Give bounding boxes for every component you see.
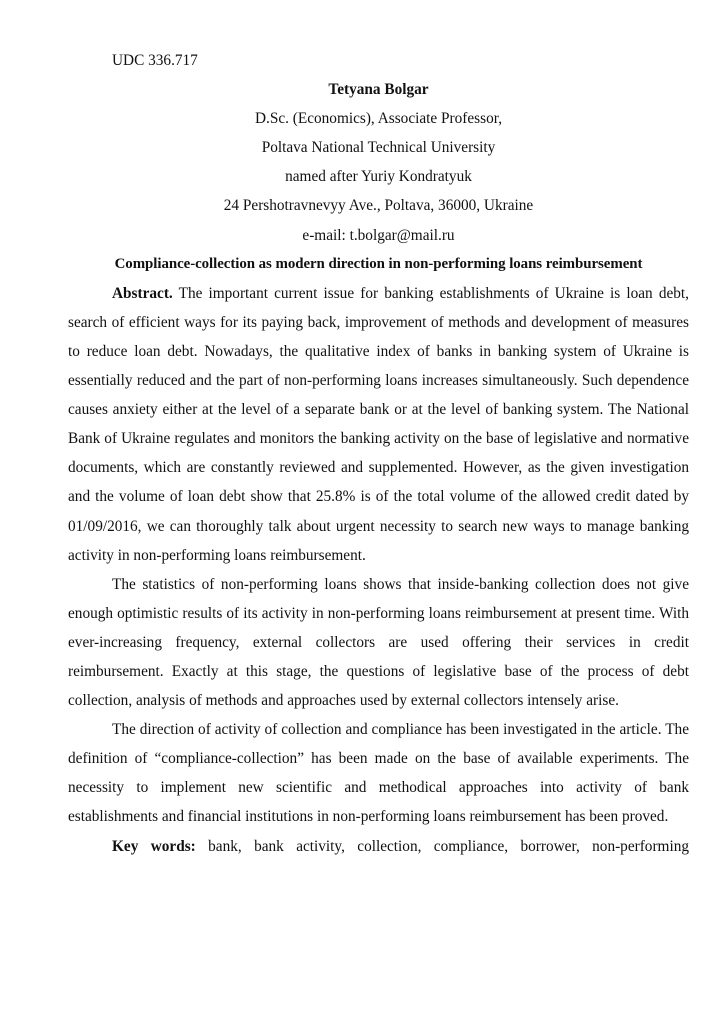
- document-page: [68, 46, 689, 861]
- abstract-text: The important current issue for banking establishments of Ukraine is loan debt, search of efficient ways for its paying back, improvement of methods and development of measures to reduce loan debt. Nowadays, the qualitative index of banks in banking system of Ukraine is essentially reduced and the part of non-performing loans increases simultaneously. Such dependence causes anxiety either at the level of a separate bank or at the level of banking system. The National Bank of Ukraine regulates and monitors the banking activity on the base of legislative and normative documents, which are constantly reviewed and supplemented. However, as the given investigation and the volume of loan debt show that 25.8% is of the total volume of the allowed credit dated by 01/09/2016, we can thoroughly talk about urgent necessity to search new ways to manage banking activity in non-performing loans reimbursement.: [68, 284, 689, 564]
- keywords-line: [68, 832, 689, 861]
- author-address: 24 Pershotravnevyy Ave., Poltava, 36000, Ukraine: [223, 197, 534, 215]
- keywords-text: bank, bank activity, collection, compliance, borrower, non-performing: [195, 837, 689, 855]
- author-degree: D.Sc. (Economics), Associate Professor,: [254, 110, 503, 128]
- university-line-1: Poltava National Technical University: [261, 139, 496, 157]
- author-name: Tetyana Bolgar: [328, 81, 429, 99]
- article-title: Compliance-collection as modern direction in non-performing loans reimbursement: [114, 255, 643, 272]
- university-line-2: named after Yuriy Kondratyuk: [285, 168, 472, 186]
- body-paragraph-3: The direction of activity of collection and compliance has been investigated in the article. The definition of “compliance-collection” has been made on the base of available experiments. The necessity to implement new scientific and methodical approaches into activity of bank establishments and financial institutions in non-performing loans reimbursement has been proved.: [68, 721, 689, 826]
- author-email: e-mail: t.bolgar@mail.ru: [302, 226, 455, 244]
- body-paragraph-2: The statistics of non-performing loans shows that inside-banking collection does not give enough optimistic results of its activity in non-performing loans reimbursement at present time. With ever-increasing frequency, external collectors are used offering their services in credit reimbursement. Exactly at this stage, the questions of legislative base of the process of debt collection, analysis of methods and approaches used by external collectors intensely arise.: [68, 575, 689, 710]
- udc-code: UDC 336.717: [112, 52, 198, 69]
- keywords-label: Key words:: [112, 837, 196, 855]
- abstract-label: Abstract.: [112, 284, 173, 302]
- abstract-paragraph: [68, 279, 689, 570]
